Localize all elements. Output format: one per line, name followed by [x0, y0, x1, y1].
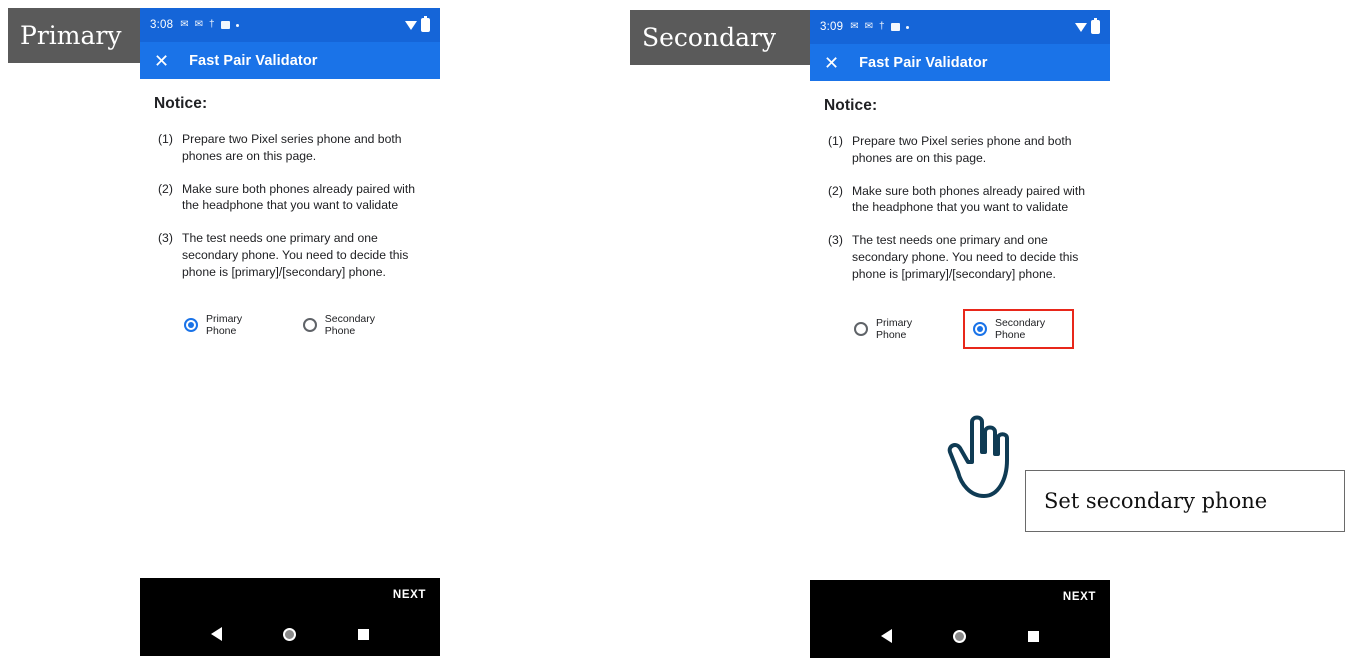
status-bar [140, 8, 440, 42]
status-right [1075, 20, 1100, 34]
home-icon[interactable] [953, 630, 966, 643]
bottom-action-bar [140, 578, 440, 612]
notice-item-text: Make sure both phones already paired with the headphone that you want to validate [182, 181, 416, 213]
notice-item [154, 230, 426, 280]
wifi-icon [405, 21, 417, 30]
recents-icon[interactable] [358, 629, 369, 640]
notice-item-number: (2) [158, 181, 173, 196]
battery-icon [421, 18, 430, 32]
app-bar [810, 44, 1110, 81]
status-clock: 3:09 [820, 21, 844, 33]
radio-button-icon [303, 318, 317, 332]
sms-icon: ✉ [180, 19, 189, 30]
radio-button-icon [854, 322, 868, 336]
notice-item [824, 232, 1096, 282]
app-content [140, 79, 440, 578]
notice-item-number: (3) [828, 233, 843, 248]
notice-item [824, 133, 1096, 167]
close-icon[interactable]: ✕ [154, 50, 170, 71]
battery-icon [1091, 20, 1100, 34]
callout-box [1025, 470, 1345, 532]
wifi-icon [1075, 23, 1087, 32]
annotation-label-primary: Primary [8, 8, 140, 63]
next-button[interactable]: NEXT [392, 589, 426, 601]
radio-label: Secondary Phone [994, 316, 1046, 341]
status-right [405, 18, 430, 32]
notice-item-text: Prepare two Pixel series phone and both phones are on this page. [852, 134, 1072, 165]
annotation-label-secondary: Secondary [630, 10, 810, 65]
radio-primary-phone[interactable] [176, 307, 273, 343]
app-title: Fast Pair Validator [189, 52, 318, 69]
notice-heading: Notice: [824, 97, 878, 114]
notice-item-text: The test needs one primary and one secondary phone. You need to decide this phone is [primary]/[secondary] phone. [182, 231, 409, 279]
radio-button-icon [973, 322, 987, 336]
phone-screen-secondary [810, 10, 1110, 658]
status-bar [810, 10, 1110, 44]
callout-text: Set secondary phone [1044, 489, 1268, 513]
notice-item [154, 131, 426, 165]
bottom-action-bar [810, 580, 1110, 614]
recents-icon[interactable] [1028, 631, 1039, 642]
home-icon[interactable] [283, 628, 296, 641]
notice-item-text: The test needs one primary and one secondary phone. You need to decide this phone is [primary]/[secondary] phone. [852, 233, 1079, 281]
sms-icon: ✉ [850, 21, 859, 32]
phone-role-radio-group [824, 309, 1096, 349]
close-icon[interactable]: ✕ [824, 52, 840, 73]
hand-cursor-icon [942, 412, 1020, 500]
video-icon [221, 21, 230, 29]
notice-heading: Notice: [154, 95, 208, 112]
radio-secondary-phone[interactable] [295, 307, 404, 343]
back-icon[interactable] [881, 629, 892, 643]
notice-item-number: (1) [158, 132, 173, 146]
phone-role-radio-group [154, 307, 426, 343]
notice-item-number: (2) [828, 183, 843, 198]
notice-item-text: Make sure both phones already paired with the headphone that you want to validate [852, 183, 1086, 215]
app-bar [140, 42, 440, 79]
notice-item-text: Prepare two Pixel series phone and both phones are on this page. [182, 132, 402, 163]
system-nav-bar [810, 614, 1110, 658]
system-nav-bar [140, 612, 440, 656]
notice-item [154, 181, 426, 215]
radio-label: Secondary Phone [324, 312, 375, 337]
radio-label: Primary Phone [206, 312, 243, 337]
radio-secondary-phone[interactable] [963, 309, 1074, 349]
notice-item [824, 183, 1096, 217]
radio-button-icon [184, 318, 198, 332]
radio-label: Primary Phone [876, 316, 913, 341]
video-icon [891, 23, 900, 31]
app-title: Fast Pair Validator [859, 54, 988, 71]
radio-primary-phone[interactable] [846, 311, 941, 347]
phone-screen-primary [140, 8, 440, 656]
back-icon[interactable] [211, 627, 222, 641]
mail-icon: ✉ [864, 21, 873, 32]
next-button[interactable]: NEXT [1062, 591, 1096, 603]
status-clock: 3:08 [150, 19, 174, 31]
vpn-key-icon: † [878, 21, 885, 32]
dot-icon [236, 24, 239, 27]
vpn-key-icon: † [208, 19, 215, 30]
dot-icon [906, 26, 909, 29]
status-icons [180, 20, 238, 30]
status-icons [850, 22, 908, 32]
mail-icon: ✉ [194, 19, 203, 30]
notice-item-number: (3) [158, 231, 173, 246]
notice-item-number: (1) [828, 134, 843, 148]
